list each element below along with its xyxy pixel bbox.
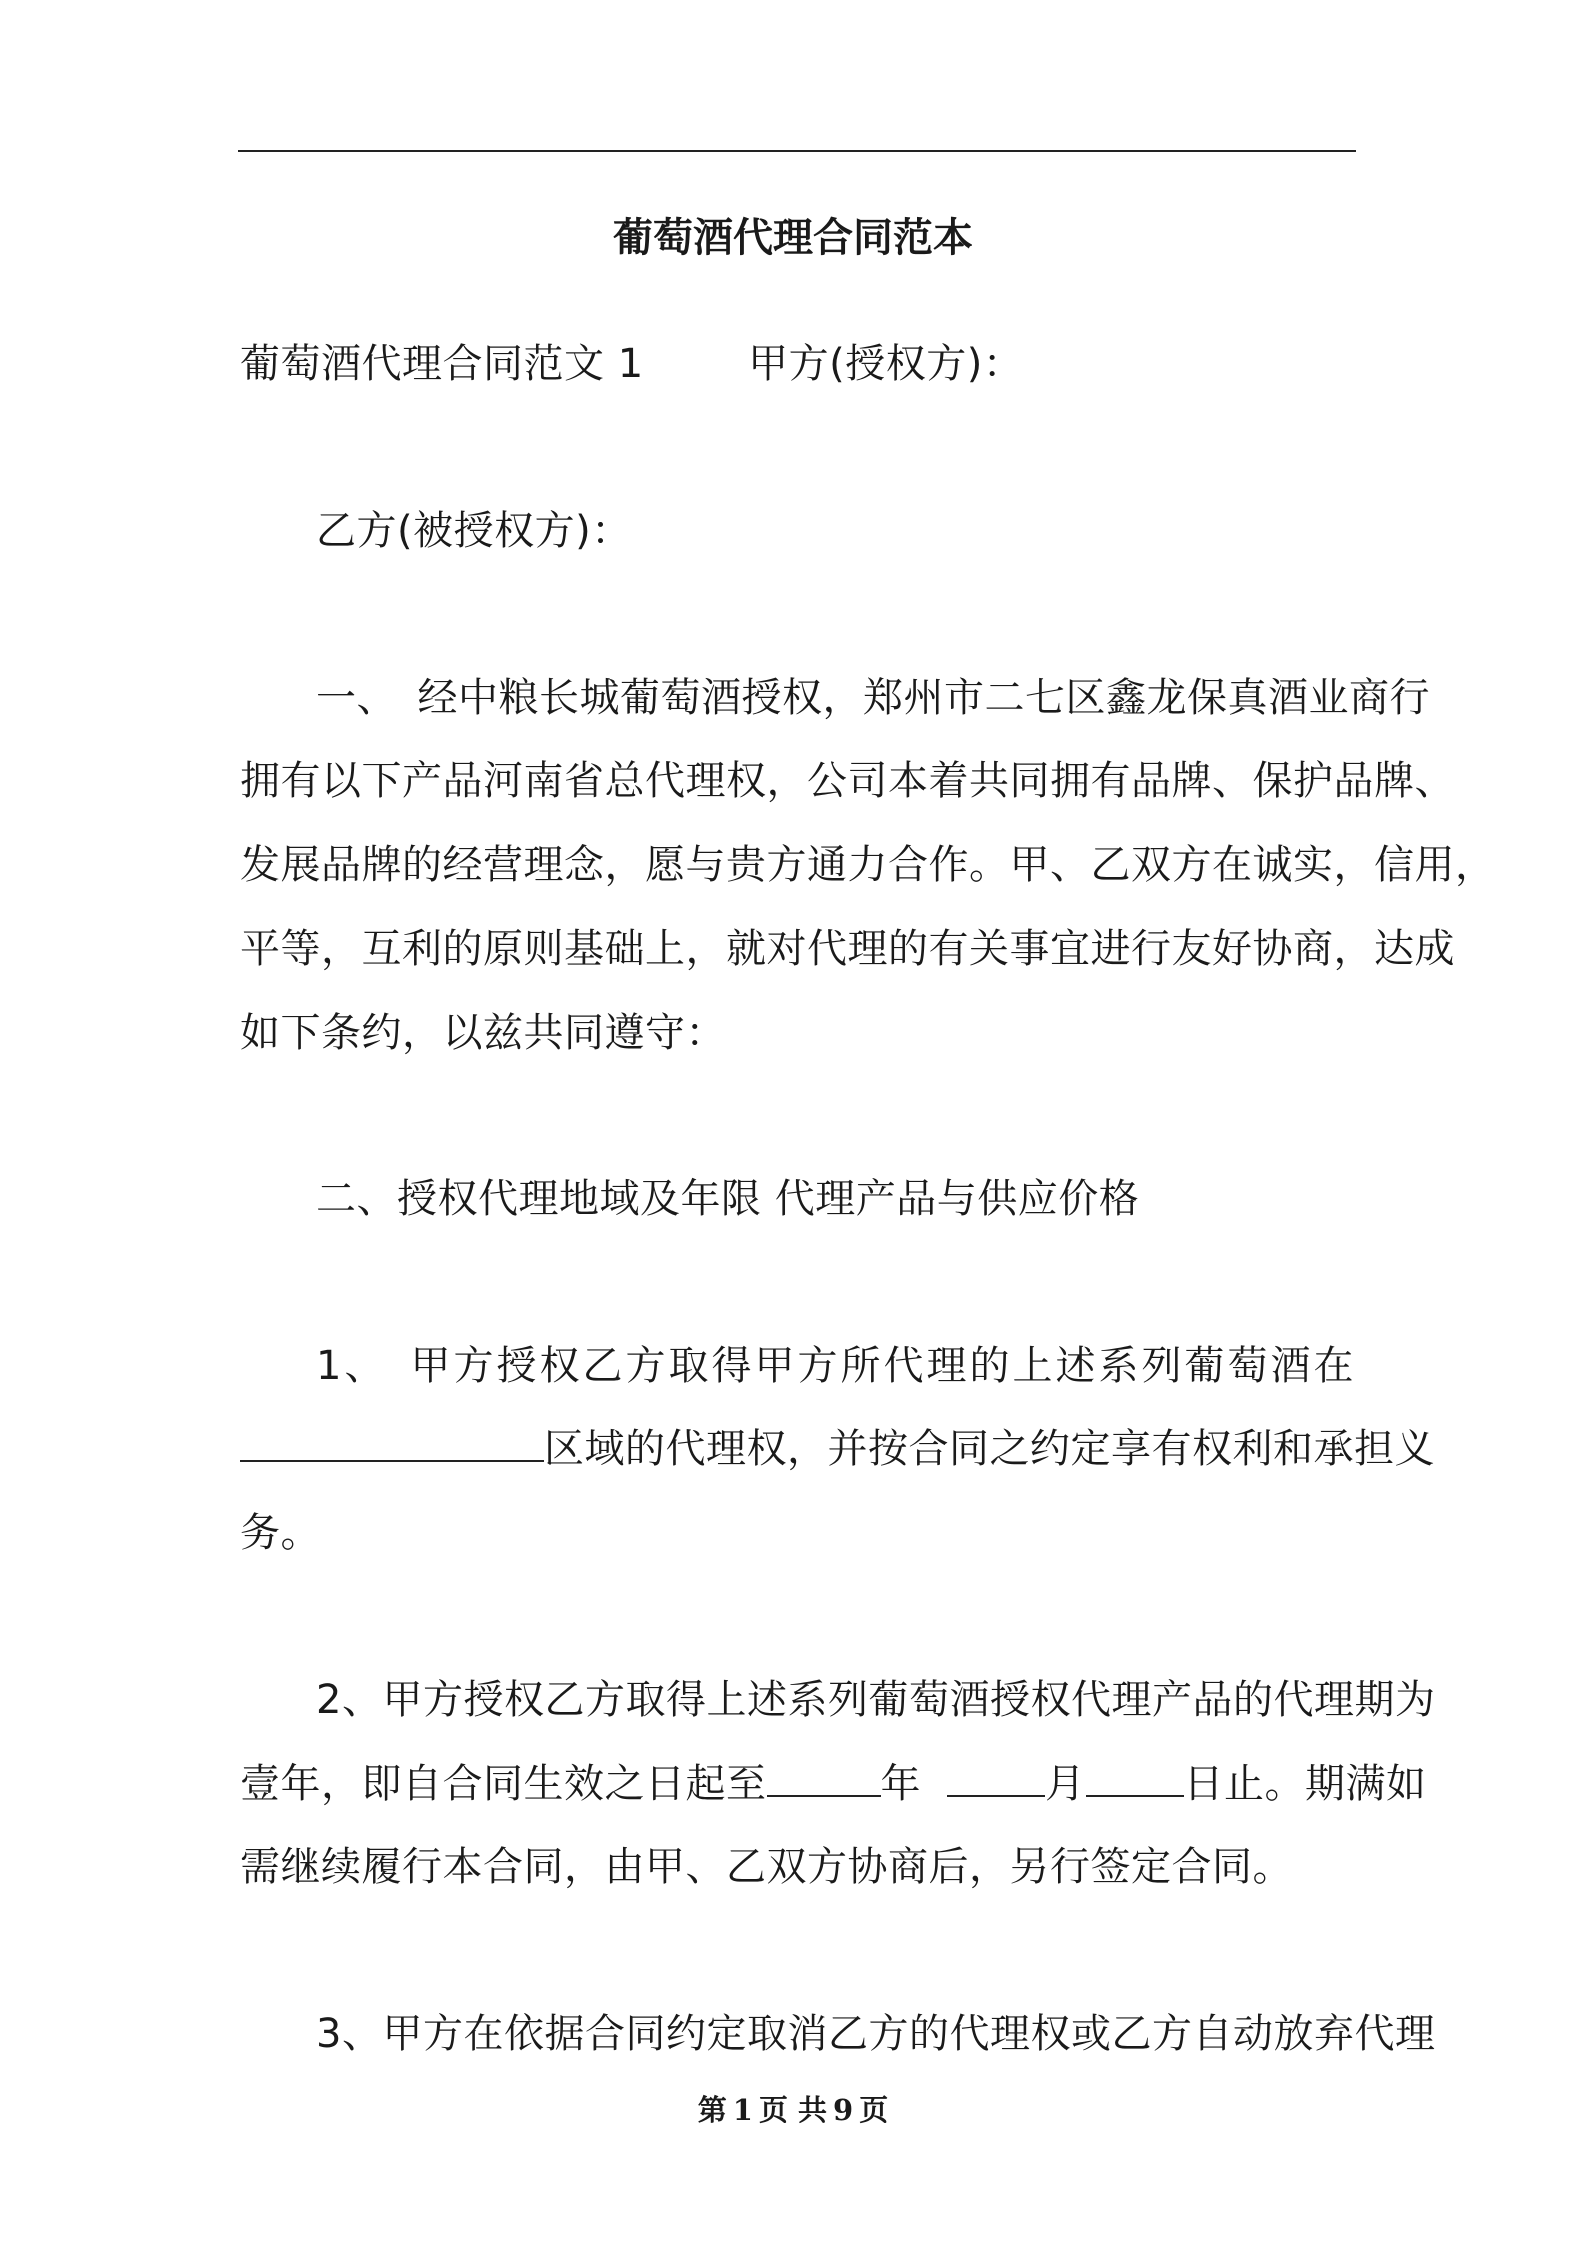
month-label: 月 [1045, 1761, 1086, 1807]
month-blank-field[interactable] [947, 1757, 1045, 1797]
current-page-number: 1 [732, 2093, 753, 2127]
party-b-label: 乙方(被授权方)： [316, 508, 632, 554]
item-1-line-3: 务。 [240, 1510, 321, 1556]
item-2-line-1: 2、甲方授权乙方取得上述系列葡萄酒授权代理产品的代理期为 [316, 1677, 1436, 1723]
item-1-line-1: 1、 甲方授权乙方取得甲方所代理的上述系列葡萄酒在 [316, 1343, 1357, 1389]
clause-one-line-1: 一、 经中粮长城葡萄酒授权，郑州市二七区鑫龙保真酒业商行 [316, 675, 1430, 721]
item-1-line-2-text: 区域的代理权，并按合同之约定享有权利和承担义 [544, 1426, 1435, 1472]
total-page-count: 9 [833, 2093, 854, 2127]
clause-one-line-5: 如下条约，以兹共同遵守： [240, 1010, 726, 1056]
day-label: 日止。期满如 [1183, 1761, 1427, 1807]
item-2-line-2-prefix: 壹年，即自合同生效之日起至 [240, 1761, 767, 1807]
intro-line [240, 336, 1023, 392]
footer-middle: 页 共 [758, 2093, 828, 2127]
party-a-label: 甲方(授权方)： [748, 341, 1024, 387]
year-blank-field[interactable] [767, 1757, 881, 1797]
clause-two-heading: 二、授权代理地域及年限 代理产品与供应价格 [316, 1176, 1140, 1222]
item-1-line-2 [240, 1421, 1435, 1477]
year-label: 年 [880, 1761, 921, 1807]
header-divider [238, 150, 1356, 152]
region-blank-field[interactable] [240, 1422, 544, 1462]
item-2-line-2 [240, 1756, 1427, 1812]
item-3-line-1: 3、甲方在依据合同约定取消乙方的代理权或乙方自动放弃代理 [316, 2011, 1436, 2057]
clause-one-line-3: 发展品牌的经营理念，愿与贵方通力合作。甲、乙双方在诚实，信用， [240, 842, 1496, 888]
item-2-line-3: 需继续履行本合同，由甲、乙双方协商后，另行签定合同。 [240, 1844, 1293, 1890]
contract-sample-label: 葡萄酒代理合同范文 1 [240, 341, 644, 387]
clause-one-line-4: 平等，互利的原则基础上，就对代理的有关事宜进行友好协商，达成 [240, 926, 1455, 972]
page-footer [0, 2090, 1586, 2130]
clause-one-line-2: 拥有以下产品河南省总代理权，公司本着共同拥有品牌、保护品牌、 [240, 758, 1455, 804]
footer-suffix: 页 [859, 2093, 889, 2127]
document-title: 葡萄酒代理合同范本 [613, 215, 973, 261]
footer-prefix: 第 [697, 2093, 727, 2127]
day-blank-field[interactable] [1086, 1757, 1184, 1797]
